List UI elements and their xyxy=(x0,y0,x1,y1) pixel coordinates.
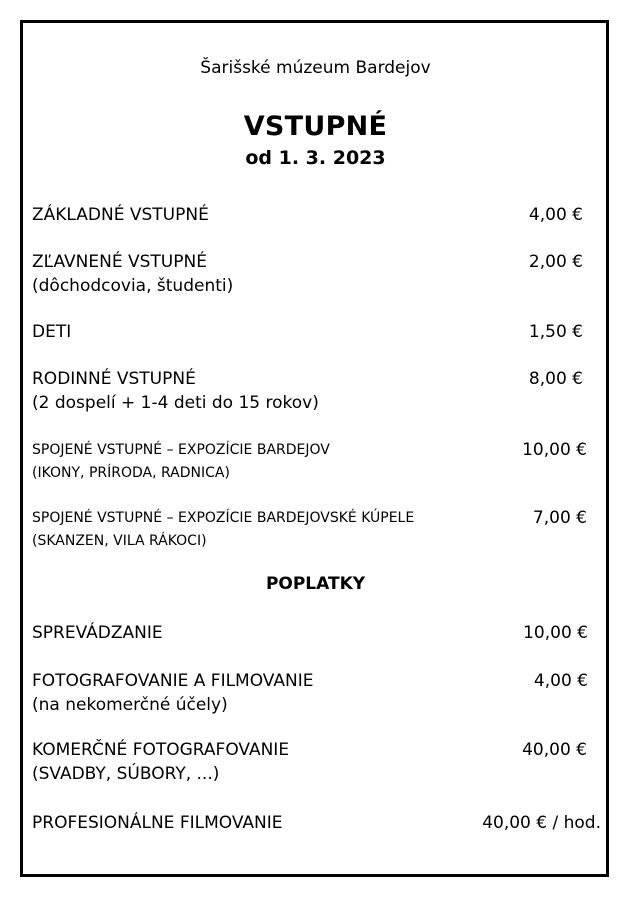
admission-item xyxy=(32,507,414,553)
item-price: 7,00 € xyxy=(532,508,587,528)
valid-from-date: od 1. 3. 2023 xyxy=(245,147,386,169)
item-note: (2 dospelí + 1-4 deti do 15 rokov) xyxy=(32,393,319,413)
item-price: 40,00 € / hod. xyxy=(482,813,601,833)
admission-item xyxy=(32,203,209,227)
admission-item xyxy=(32,439,330,485)
item-label: SPREVÁDZANIE xyxy=(32,623,163,643)
item-note: (dôchodcovia, študenti) xyxy=(32,276,234,296)
item-note: (SKANZEN, VILA RÁKOCI) xyxy=(32,533,207,549)
item-label: ZÁKLADNÉ VSTUPNÉ xyxy=(32,205,209,225)
item-price: 4,00 € xyxy=(528,205,583,225)
fee-item xyxy=(32,621,163,645)
fee-item xyxy=(32,669,313,717)
item-price: 40,00 € xyxy=(522,740,587,760)
item-label: FOTOGRAFOVANIE A FILMOVANIE xyxy=(32,671,314,691)
admission-item xyxy=(32,250,233,298)
item-label: RODINNÉ VSTUPNÉ xyxy=(32,369,196,389)
item-price: 8,00 € xyxy=(528,369,583,389)
admission-item xyxy=(32,367,319,415)
fee-item xyxy=(32,738,289,786)
item-label: PROFESIONÁLNE FILMOVANIE xyxy=(32,813,283,833)
admission-item xyxy=(32,320,71,344)
page-title: VSTUPNÉ xyxy=(243,111,388,142)
item-note: (na nekomerčné účely) xyxy=(32,695,228,715)
item-price: 2,00 € xyxy=(528,252,583,272)
item-price: 10,00 € xyxy=(523,623,588,643)
item-label: SPOJENÉ VSTUPNÉ – EXPOZÍCIE BARDEJOV xyxy=(32,442,330,458)
item-note: (SVADBY, SÚBORY, ...) xyxy=(32,764,220,784)
item-price: 10,00 € xyxy=(522,440,587,460)
item-price: 4,00 € xyxy=(533,671,588,691)
fees-heading: POPLATKY xyxy=(265,574,366,594)
item-label: DETI xyxy=(32,322,72,342)
item-label: KOMERČNÉ FOTOGRAFOVANIE xyxy=(32,740,290,760)
fee-item xyxy=(32,811,282,835)
item-label: ZĽAVNENÉ VSTUPNÉ xyxy=(32,252,207,272)
item-note: (IKONY, PRÍRODA, RADNICA) xyxy=(32,465,230,481)
item-price: 1,50 € xyxy=(528,322,583,342)
item-label: SPOJENÉ VSTUPNÉ – EXPOZÍCIE BARDEJOVSKÉ KÚPELE xyxy=(32,510,415,526)
museum-name: Šarišské múzeum Bardejov xyxy=(200,58,431,78)
